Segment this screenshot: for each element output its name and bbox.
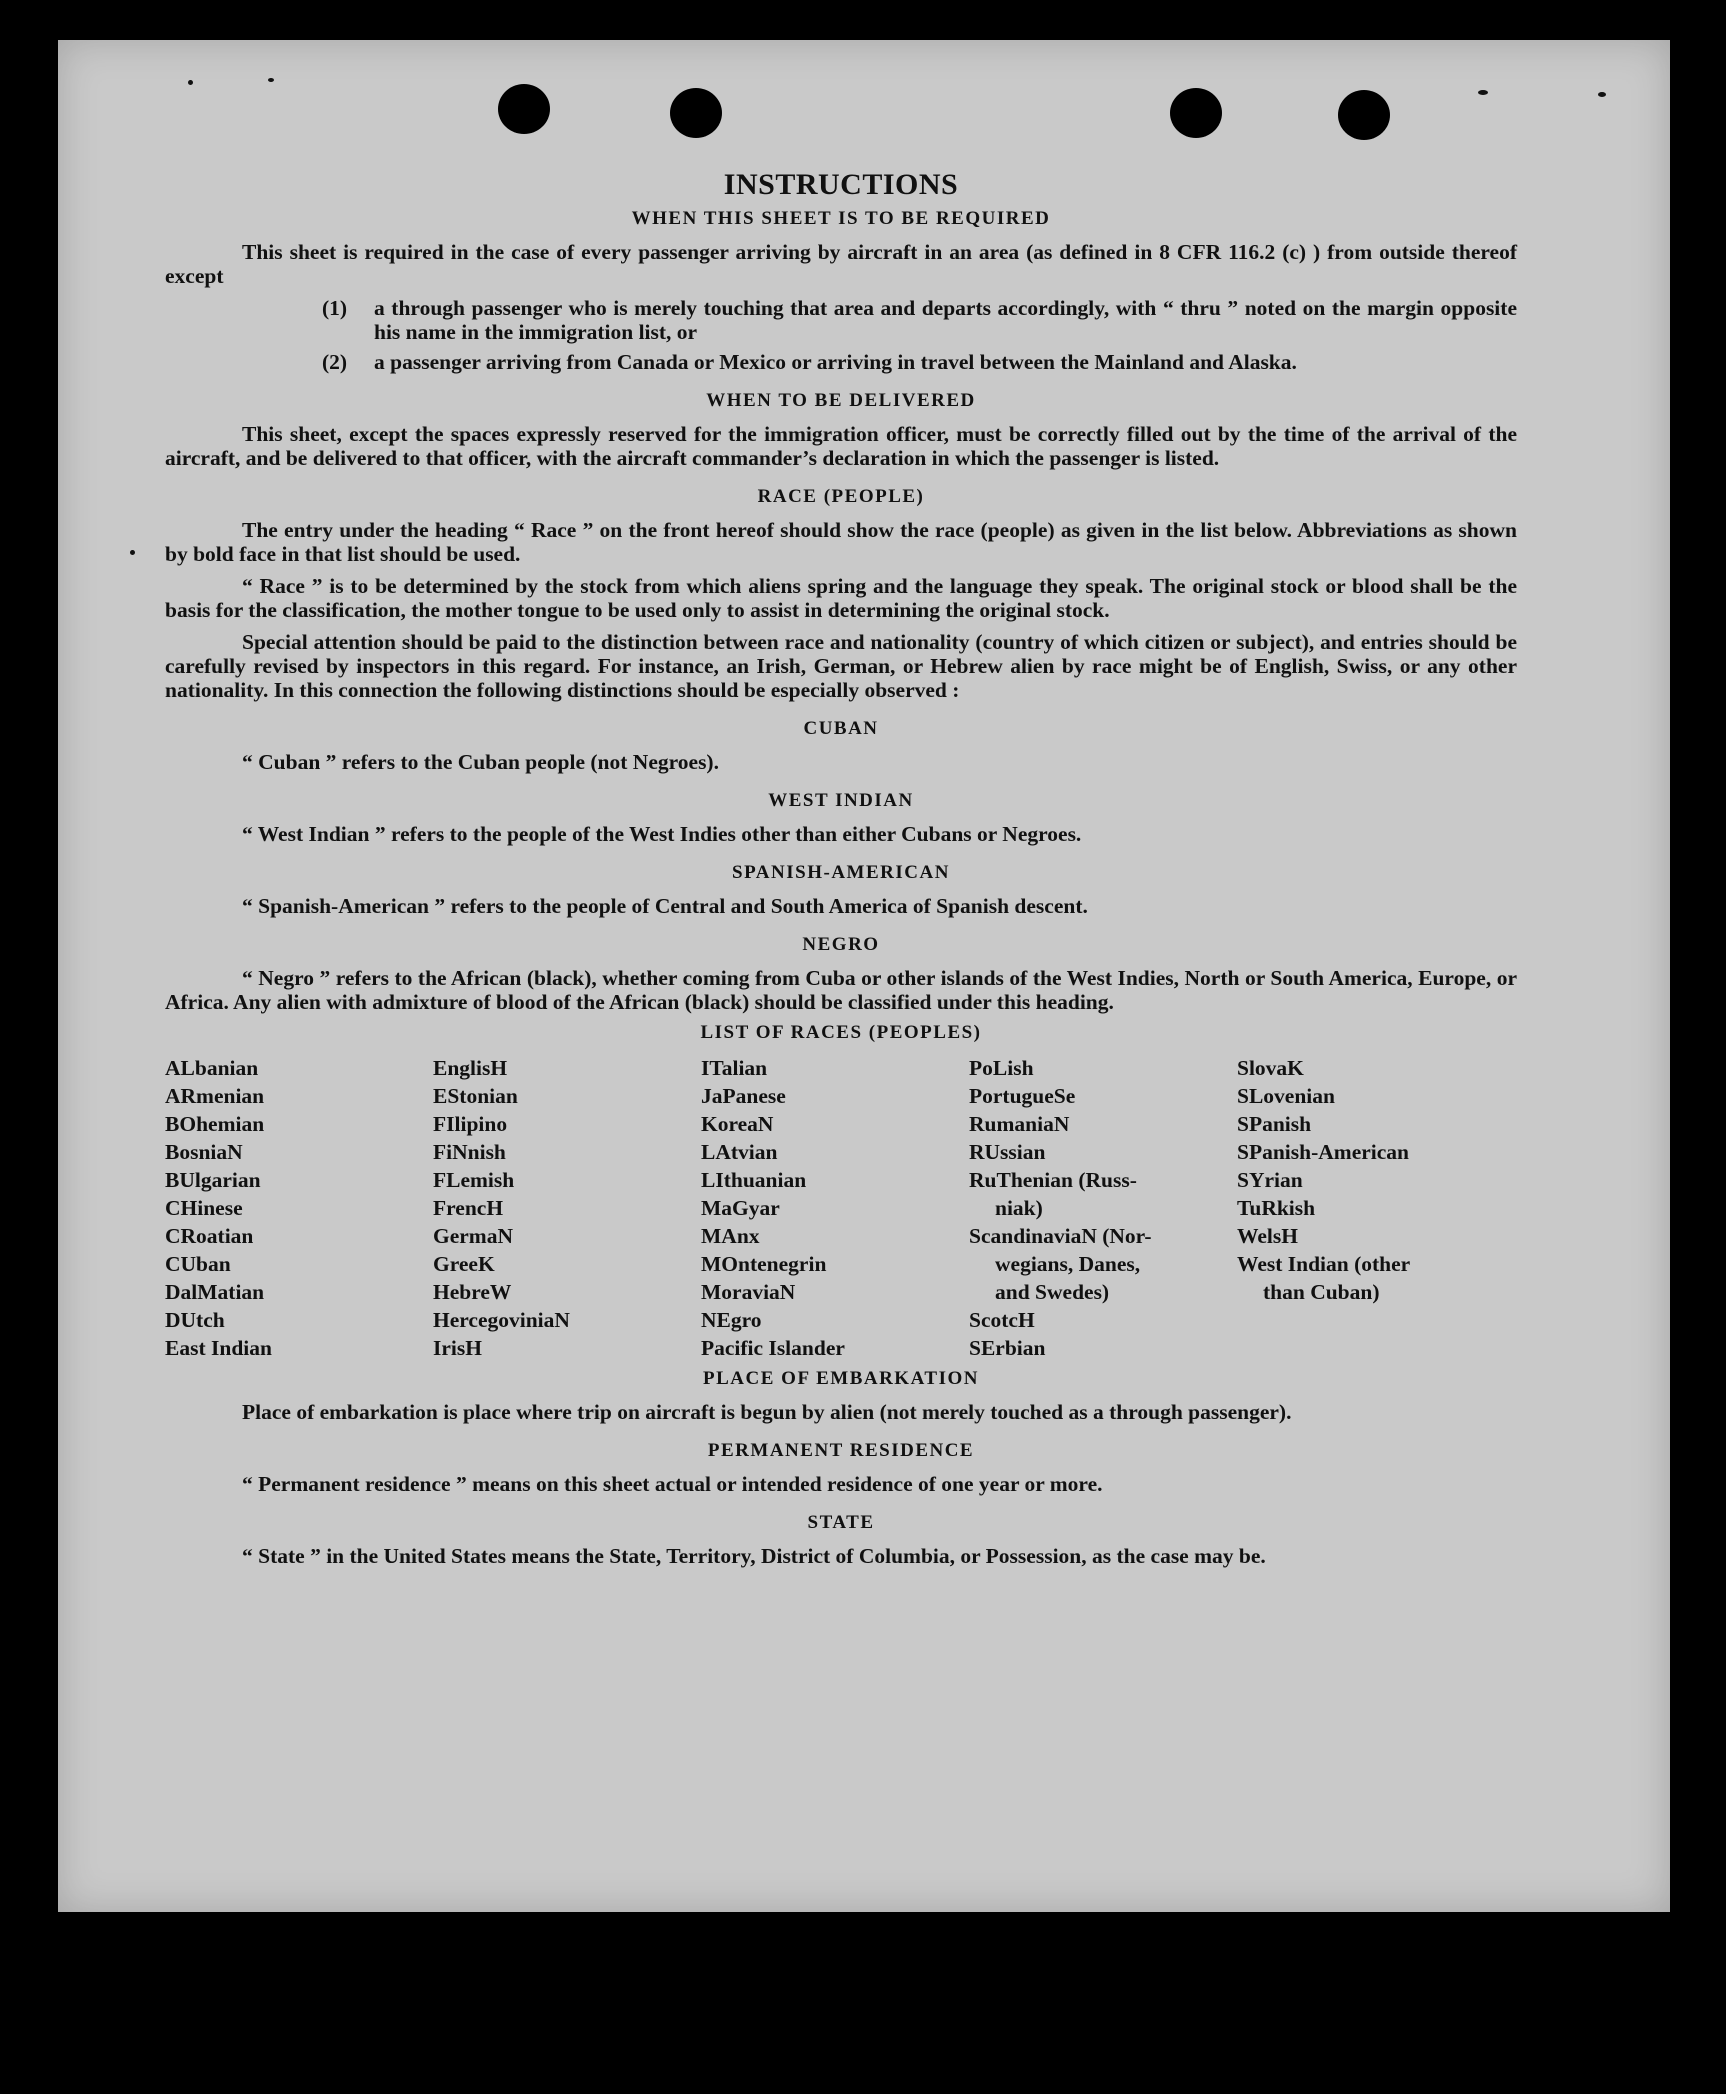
race-entry: IrisH [433,1336,482,1360]
section-heading-delivered: WHEN TO BE DELIVERED [706,390,976,411]
punch-hole [1338,90,1390,140]
race-entry: SPanish-American [1237,1140,1409,1164]
speck [268,78,274,82]
race-entry: TuRkish [1237,1196,1316,1220]
race-entry: Pacific Islander [701,1336,845,1360]
section-heading-spanish-american: SPANISH-AMERICAN [732,862,950,883]
race-entry: MoraviaN [701,1280,796,1304]
instructions-body [165,168,1517,1576]
races-column [433,1054,701,1362]
race-entry: BOhemian [165,1112,265,1136]
list-item-text: a passenger arriving from Canada or Mexico or arriving in travel between the Mainland and Alaska. [374,350,1297,374]
race-entry: JaPanese [701,1084,786,1108]
list-item-number: (2) [322,350,348,374]
race-entry: PortugueSe [969,1084,1076,1108]
list-item-text: a through passenger who is merely touching that area and departs accordingly, with “ thru ” noted on the margin opposite his name in the immigration list, or [374,296,1517,344]
race-entry: EStonian [433,1084,518,1108]
paragraph: This sheet is required in the case of every passenger arriving by aircraft in an area (as defined in 8 CFR 116.2 (c) ) from outside thereof except [165,240,1517,288]
race-entry: DUtch [165,1308,225,1332]
race-entry: FrencH [433,1196,504,1220]
section-heading-state: STATE [807,1512,875,1533]
paragraph: Special attention should be paid to the distinction between race and nationality (country of which citizen or subject), and entries should be carefully revised by inspectors in this regard. For instance, an Irish, German, or Hebrew alien by race might be of English, Swiss, or any other nationality. In this connection the following distinctions should be especially observed : [165,630,1517,702]
speck [188,80,193,85]
page-title: INSTRUCTIONS [723,168,959,201]
section-heading-negro: NEGRO [802,934,880,955]
races-column [969,1054,1237,1362]
race-entry: BosniaN [165,1140,243,1164]
section-heading-west-indian: WEST INDIAN [768,790,914,811]
paragraph: “ Race ” is to be determined by the stock from which aliens spring and the language they speak. The original stock or blood shall be the basis for the classification, the mother tongue to be used only to assist in determining the original stock. [165,574,1517,622]
race-entry: SErbian [969,1336,1046,1360]
race-entry: DalMatian [165,1280,265,1304]
paragraph: “ State ” in the United States means the State, Territory, District of Columbia, or Possession, as the case may be. [242,1544,1266,1568]
race-entry: HebreW [433,1280,512,1304]
race-entry: GermaN [433,1224,513,1248]
race-entry: FLemish [433,1168,515,1192]
race-entry: SLovenian [1237,1084,1335,1108]
race-entry: EnglisH [433,1056,508,1080]
paragraph: Place of embarkation is place where trip on aircraft is begun by alien (not merely touched as a through passenger). [242,1400,1292,1424]
punch-hole [670,88,722,138]
race-entry: CUban [165,1252,231,1276]
section-heading-required: WHEN THIS SHEET IS TO BE REQUIRED [631,208,1051,229]
section-heading-cuban: CUBAN [803,718,879,739]
race-entry: RUssian [969,1140,1046,1164]
list-item-number: (1) [322,296,348,320]
races-column [165,1054,433,1362]
race-entry: SlovaK [1237,1056,1304,1080]
race-entry: MOntenegrin [701,1252,827,1276]
race-entry: RumaniaN [969,1112,1070,1136]
section-heading-residence: PERMANENT RESIDENCE [707,1440,975,1461]
race-entry: MAnx [701,1224,760,1248]
race-entry: ALbanian [165,1056,259,1080]
paragraph: “ Permanent residence ” means on this sheet actual or intended residence of one year or more. [242,1472,1103,1496]
race-entry: SPanish [1237,1112,1312,1136]
race-entry: GreeK [433,1252,495,1276]
race-entry: and Swedes) [995,1280,1110,1304]
race-entry: WelsH [1237,1224,1298,1248]
paragraph: “ Cuban ” refers to the Cuban people (not Negroes). [242,750,719,774]
race-entry: KoreaN [701,1112,774,1136]
race-entry: HercegoviniaN [433,1308,570,1332]
race-entry: West Indian (other [1237,1252,1411,1276]
race-entry: FIlipino [433,1112,508,1136]
exception-list [165,296,1517,374]
section-heading-race: RACE (PEOPLE) [757,486,925,507]
paragraph: This sheet, except the spaces expressly reserved for the immigration officer, must be correctly filled out by the time of the arrival of the aircraft, and be delivered to that officer, with the aircraft commander’s declaration in which the passenger is listed. [165,422,1517,470]
races-column [701,1054,969,1362]
race-entry: CHinese [165,1196,243,1220]
race-entry: CRoatian [165,1224,254,1248]
paragraph: “ Negro ” refers to the African (black), whether coming from Cuba or other islands of the West Indies, North or South America, Europe, or Africa. Any alien with admixture of blood of the African (black) should be classified under this heading. [165,966,1517,1014]
race-entry: SYrian [1237,1168,1303,1192]
paragraph: “ Spanish-American ” refers to the people of Central and South America of Spanish descent. [242,894,1088,918]
races-list [165,1054,1517,1362]
races-column [1237,1054,1517,1362]
race-entry: East Indian [165,1336,272,1360]
section-heading-embarkation: PLACE OF EMBARKATION [703,1368,979,1389]
race-entry: NEgro [701,1308,762,1332]
race-entry: LIthuanian [701,1168,807,1192]
list-item [165,296,1517,344]
race-entry: ARmenian [165,1084,265,1108]
race-entry: RuThenian (Russ- [969,1168,1137,1192]
race-entry: LAtvian [701,1140,778,1164]
race-entry: niak) [995,1196,1043,1220]
race-entry: BUlgarian [165,1168,261,1192]
race-entry: MaGyar [701,1196,780,1220]
speck [1478,90,1488,95]
speck [130,550,135,555]
speck [1598,92,1606,97]
race-entry: ITalian [701,1056,768,1080]
race-entry: FiNnish [433,1140,506,1164]
race-entry: ScotcH [969,1308,1035,1332]
race-entry: than Cuban) [1263,1280,1380,1304]
race-entry: ScandinaviaN (Nor- [969,1224,1152,1248]
list-item [165,350,1517,374]
paragraph: “ West Indian ” refers to the people of the West Indies other than either Cubans or Negroes. [242,822,1082,846]
punch-hole [1170,88,1222,138]
punch-hole [498,84,550,134]
race-entry: wegians, Danes, [995,1252,1141,1276]
paragraph: The entry under the heading “ Race ” on the front hereof should show the race (people) as given in the list below. Abbreviations as shown by bold face in that list should be used. [165,518,1517,566]
race-entry: PoLish [969,1056,1034,1080]
section-heading-races-list: LIST OF RACES (PEOPLES) [700,1022,982,1043]
